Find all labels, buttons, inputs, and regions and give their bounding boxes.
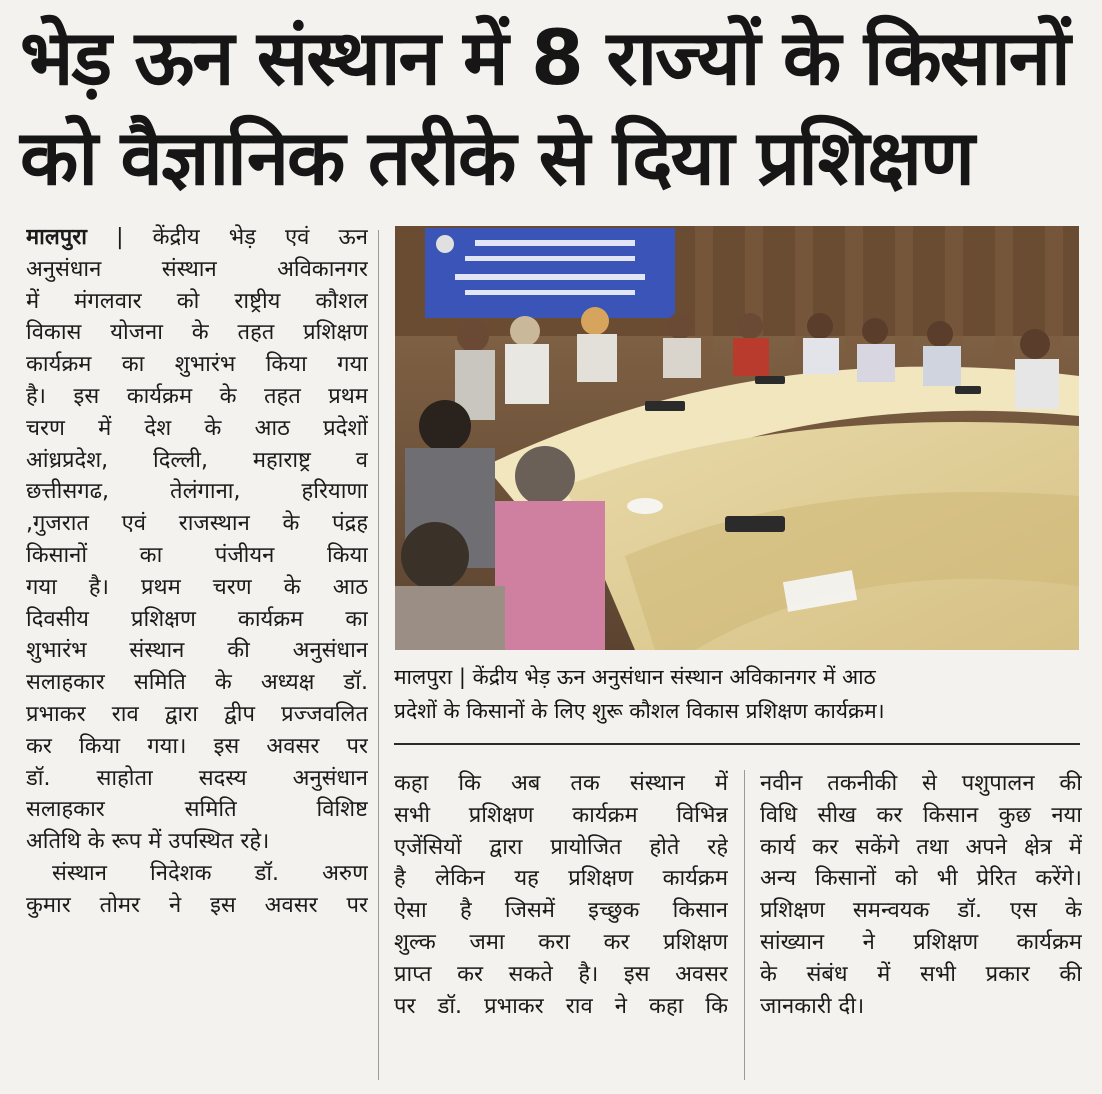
- article-line: ,गुजरात एवं राजस्थान के पंद्रह: [26, 511, 368, 537]
- headline-line-1: भेड़ ऊन संस्थान में 8 राज्यों के किसानों: [20, 13, 1069, 102]
- article-line: में मंगलवार को राष्ट्रीय कौशल: [26, 288, 368, 314]
- headline: [20, 8, 1085, 208]
- article-column-1: [26, 222, 368, 922]
- article-line: पर डॉ. प्रभाकर राव ने कहा कि: [394, 993, 728, 1019]
- article-line: अन्य किसानों को भी प्रेरित करेंगे।: [760, 866, 1082, 892]
- article-line: के संबंध में सभी प्रकार की: [760, 961, 1082, 987]
- article-line: चरण में देश के आठ प्रदेशों: [26, 415, 368, 441]
- photo-caption: [394, 660, 1078, 728]
- article-line: प्राप्त कर सकते है। इस अवसर: [394, 961, 728, 987]
- article-line: विकास योजना के तहत प्रशिक्षण: [26, 320, 368, 346]
- article-column-2: [394, 768, 728, 1022]
- article-line: कुमार तोमर ने इस अवसर पर: [26, 892, 368, 918]
- article-column-3: [760, 768, 1082, 1022]
- conference-room-photo: [395, 226, 1079, 650]
- article-line: प्रभाकर राव द्वारा द्वीप प्रज्जवलित: [26, 701, 368, 727]
- article-line: मालपुरा | केंद्रीय भेड़ एवं ऊन: [26, 225, 368, 250]
- article-line: सलाहकार समिति विशिष्ट: [26, 797, 368, 823]
- article-line: शुभारंभ संस्थान की अनुसंधान: [26, 638, 368, 664]
- article-line: एजेंसियों द्वारा प्रायोजित होते रहे: [394, 834, 728, 860]
- article-line: छत्तीसगढ, तेलंगाना, हरियाणा: [26, 479, 368, 505]
- caption-line: प्रदेशों के किसानों के लिए शुरू कौशल विकास प्रशिक्षण कार्यक्रम।: [394, 699, 885, 723]
- article-line: है। इस कार्यक्रम के तहत प्रथम: [26, 383, 368, 409]
- article-line: कर किया गया। इस अवसर पर: [26, 733, 368, 759]
- article-line: जानकारी दी।: [760, 993, 865, 1019]
- caption-line: मालपुरा | केंद्रीय भेड़ ऊन अनुसंधान संस्थान अविकानगर में आठ: [394, 665, 876, 689]
- article-line: नवीन तकनीकी से पशुपालन की: [760, 771, 1082, 796]
- article-line: कहा कि अब तक संस्थान में: [394, 771, 728, 796]
- article-line: गया है। प्रथम चरण के आठ: [26, 574, 368, 600]
- article-line: कार्य कर सकेंगे तथा अपने क्षेत्र में: [760, 834, 1082, 860]
- headline-line-2: को वैज्ञानिक तरीके से दिया प्रशिक्षण: [20, 113, 973, 202]
- article-line: ऐसा है जिसमें इच्छुक किसान: [394, 898, 728, 924]
- article-line: कार्यक्रम का शुभारंभ किया गया: [26, 352, 368, 378]
- article-line: प्रशिक्षण समन्वयक डॉ. एस के: [760, 898, 1082, 924]
- article-line: दिवसीय प्रशिक्षण कार्यक्रम का: [26, 606, 368, 632]
- article-line: सभी प्रशिक्षण कार्यक्रम विभिन्न: [394, 802, 728, 828]
- article-line: अतिथि के रूप में उपस्थित रहे।: [26, 829, 270, 855]
- article-line: शुल्क जमा करा कर प्रशिक्षण: [394, 929, 728, 955]
- article-line: अनुसंधान संस्थान अविकानगर: [26, 256, 368, 282]
- news-photo: [395, 226, 1079, 650]
- column-divider: [744, 770, 745, 1080]
- column-divider: [378, 230, 379, 1080]
- caption-rule: [394, 743, 1080, 745]
- article-line: विधि सीख कर किसान कुछ नया: [760, 802, 1082, 828]
- article-line: संस्थान निदेशक डॉ. अरुण: [52, 860, 368, 886]
- article-line: सलाहकार समिति के अध्यक्ष डॉ.: [26, 670, 368, 696]
- article-line: आंध्रप्रदेश, दिल्ली, महाराष्ट्र व: [26, 447, 368, 473]
- article-line: किसानों का पंजीयन किया: [26, 542, 368, 568]
- article-line: डॉ. साहोता सदस्य अनुसंधान: [26, 765, 368, 791]
- article-line: सांख्यान ने प्रशिक्षण कार्यक्रम: [760, 929, 1082, 955]
- dateline: मालपुरा: [26, 225, 87, 250]
- article-line: है लेकिन यह प्रशिक्षण कार्यक्रम: [394, 866, 728, 892]
